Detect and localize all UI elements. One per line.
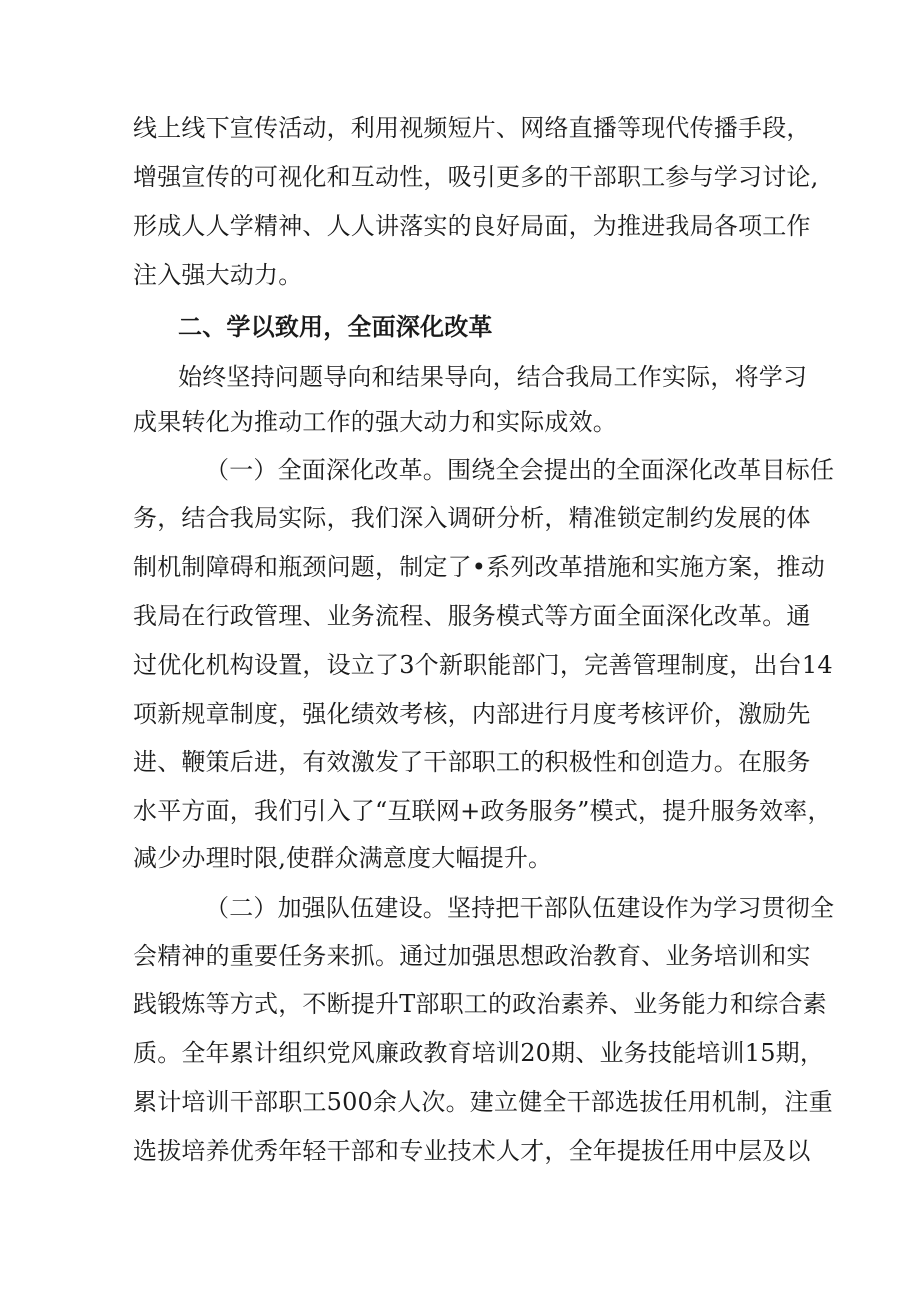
paragraph-line: 增强宣传的可视化和互动性，吸引更多的干部职工参与学习讨论, — [133, 163, 819, 191]
section-heading: 二、学以致用，全面深化改革 — [178, 313, 493, 341]
paragraph-line: 会精神的重要任务来抓。通过加强思想政治教育、业务培训和实 — [133, 942, 811, 970]
paragraph-line: 制机制障碍和瓶颈问题，制定了•系列改革措施和实施方案，推动 — [133, 553, 825, 581]
paragraph-line: 成果转化为推动工作的强大动力和实际成效。 — [133, 408, 617, 436]
paragraph-line: 践锻炼等方式，不断提升T部职工的政治素养、业务能力和综合素 — [133, 990, 827, 1018]
paragraph-line: 始终坚持问题导向和结果导向，结合我局工作实际，将学习 — [178, 363, 808, 391]
paragraph-line: 进、鞭策后进，有效激发了干部职工的积极性和创造力。在服务 — [133, 748, 811, 776]
paragraph-line: 过优化机构设置，设立了3个新职能部门，完善管理制度，出台14 — [133, 651, 833, 679]
paragraph-line: 选拔培养优秀年轻干部和专业技术人才，全年提拔任用中层及以 — [133, 1137, 811, 1165]
paragraph-line: 累计培训干部职工500余人次。建立健全干部选拔任用机制，注重 — [133, 1088, 833, 1116]
subsection-line: （二）加强队伍建设。坚持把干部队伍建设作为学习贯彻全 — [205, 894, 835, 922]
paragraph-line: 务，结合我局实际，我们深入调研分析，精准锁定制约发展的体 — [133, 504, 811, 532]
paragraph-line: 减少办理时限,使群众满意度大幅提升。 — [133, 844, 553, 872]
paragraph-line: 形成人人学精神、人人讲落实的良好局面，为推进我局各项工作 — [133, 212, 811, 240]
paragraph-line: 注入强大动力。 — [133, 261, 303, 289]
paragraph-line: 水平方面，我们引入了“互联网+政务服务”模式，提升服务效率， — [133, 797, 832, 825]
paragraph-line: 项新规章制度，强化绩效考核，内部进行月度考核评价，激励先 — [133, 700, 811, 728]
subsection-line: （一）全面深化改革。围绕全会提出的全面深化改革目标任 — [205, 456, 835, 484]
paragraph-line: 质。全年累计组织党风廉政教育培训20期、业务技能培训15期， — [133, 1039, 825, 1067]
paragraph-line: 线上线下宣传活动，利用视频短片、网络直播等现代传播手段， — [133, 114, 811, 142]
paragraph-line: 我局在行政管理、业务流程、服务模式等方面全面深化改革。通 — [133, 602, 811, 630]
